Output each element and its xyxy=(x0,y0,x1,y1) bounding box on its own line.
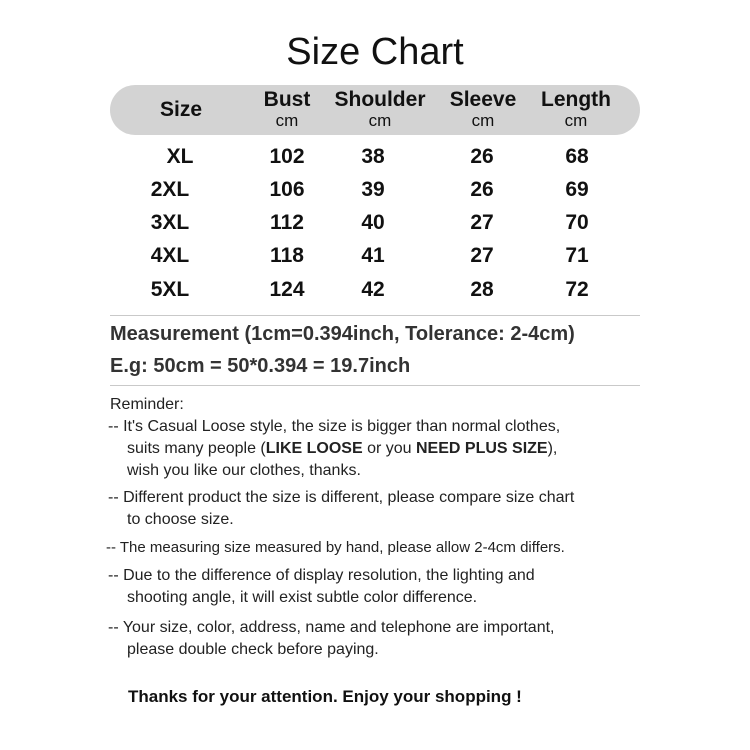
column-header-name: Sleeve xyxy=(449,88,517,111)
bust-cell: 118 xyxy=(270,244,304,267)
table-row xyxy=(0,208,750,238)
note-line: -- It's Casual Loose style, the size is bigger than normal clothes, xyxy=(108,418,561,435)
size-cell: 3XL xyxy=(150,211,190,234)
note-text: ), xyxy=(547,440,558,457)
divider xyxy=(110,385,640,386)
length-cell: 72 xyxy=(565,278,589,301)
measurement-conversion: Measurement (1cm=0.394inch, Tolerance: 2-4cm) xyxy=(110,323,575,345)
divider xyxy=(110,315,640,316)
table-row xyxy=(0,175,750,205)
column-header-name: Length xyxy=(541,88,611,111)
column-header-shoulder xyxy=(328,89,432,131)
note-emphasis: LIKE LOOSE xyxy=(265,440,363,457)
size-cell: 4XL xyxy=(150,244,190,267)
note-line: -- Your size, color, address, name and telephone are important, xyxy=(108,619,555,636)
page-title: Size Chart xyxy=(286,31,464,73)
bust-cell: 106 xyxy=(269,178,305,201)
sleeve-cell: 27 xyxy=(470,211,494,234)
reminder-note-double-check xyxy=(108,617,668,661)
note-line: -- The measuring size measured by hand, please allow 2-4cm differs. xyxy=(106,539,565,556)
column-header-name: Shoulder xyxy=(334,88,426,111)
thanks-message: Thanks for your attention. Enjoy your shopping ! xyxy=(128,687,522,706)
table-row xyxy=(0,275,750,305)
shoulder-cell: 41 xyxy=(361,244,385,267)
note-line: -- Different product the size is different, please compare size chart xyxy=(108,489,575,506)
note-text: suits many people ( xyxy=(127,440,266,457)
note-line: shooting angle, it will exist subtle color difference. xyxy=(127,589,478,606)
note-text: or you xyxy=(362,440,416,457)
bust-cell: 102 xyxy=(269,145,305,168)
shoulder-cell: 38 xyxy=(361,145,385,168)
sleeve-cell: 26 xyxy=(470,145,494,168)
column-header-unit: cm xyxy=(275,111,299,130)
bust-cell: 112 xyxy=(270,211,304,234)
size-cell: 5XL xyxy=(150,278,190,301)
column-header-length xyxy=(533,89,619,131)
length-cell: 68 xyxy=(565,145,589,168)
sleeve-cell: 27 xyxy=(470,244,494,267)
sleeve-cell: 28 xyxy=(470,278,494,301)
column-header-unit: cm xyxy=(471,111,495,130)
reminder-label: Reminder: xyxy=(110,396,184,413)
column-header-name: Bust xyxy=(263,88,311,111)
column-header-sleeve xyxy=(442,89,524,131)
table-row xyxy=(0,241,750,271)
measurement-example: E.g: 50cm = 50*0.394 = 19.7inch xyxy=(110,355,411,377)
note-emphasis: NEED PLUS SIZE xyxy=(416,440,548,457)
reminder-note-measured-by-hand xyxy=(106,537,666,559)
size-cell: 2XL xyxy=(150,178,190,201)
shoulder-cell: 42 xyxy=(361,278,385,301)
column-header-unit: cm xyxy=(564,111,588,130)
reminder-note-loose-style xyxy=(108,416,668,482)
note-line: -- Due to the difference of display resolution, the lighting and xyxy=(108,567,535,584)
sleeve-cell: 26 xyxy=(470,178,494,201)
bust-cell: 124 xyxy=(269,278,305,301)
length-cell: 71 xyxy=(565,244,589,267)
size-column-header: Size xyxy=(159,98,203,121)
table-row xyxy=(0,142,750,172)
note-line: to choose size. xyxy=(127,511,234,528)
reminder-note-compare-size xyxy=(108,487,668,531)
note-line xyxy=(108,438,668,460)
column-header-unit: cm xyxy=(368,111,392,130)
note-line: wish you like our clothes, thanks. xyxy=(127,462,361,479)
shoulder-cell: 40 xyxy=(361,211,385,234)
note-line: please double check before paying. xyxy=(127,641,379,658)
length-cell: 69 xyxy=(565,178,589,201)
length-cell: 70 xyxy=(565,211,589,234)
reminder-note-color-difference xyxy=(108,565,668,609)
size-cell: XL xyxy=(166,145,194,168)
shoulder-cell: 39 xyxy=(361,178,385,201)
column-header-bust xyxy=(255,89,319,131)
